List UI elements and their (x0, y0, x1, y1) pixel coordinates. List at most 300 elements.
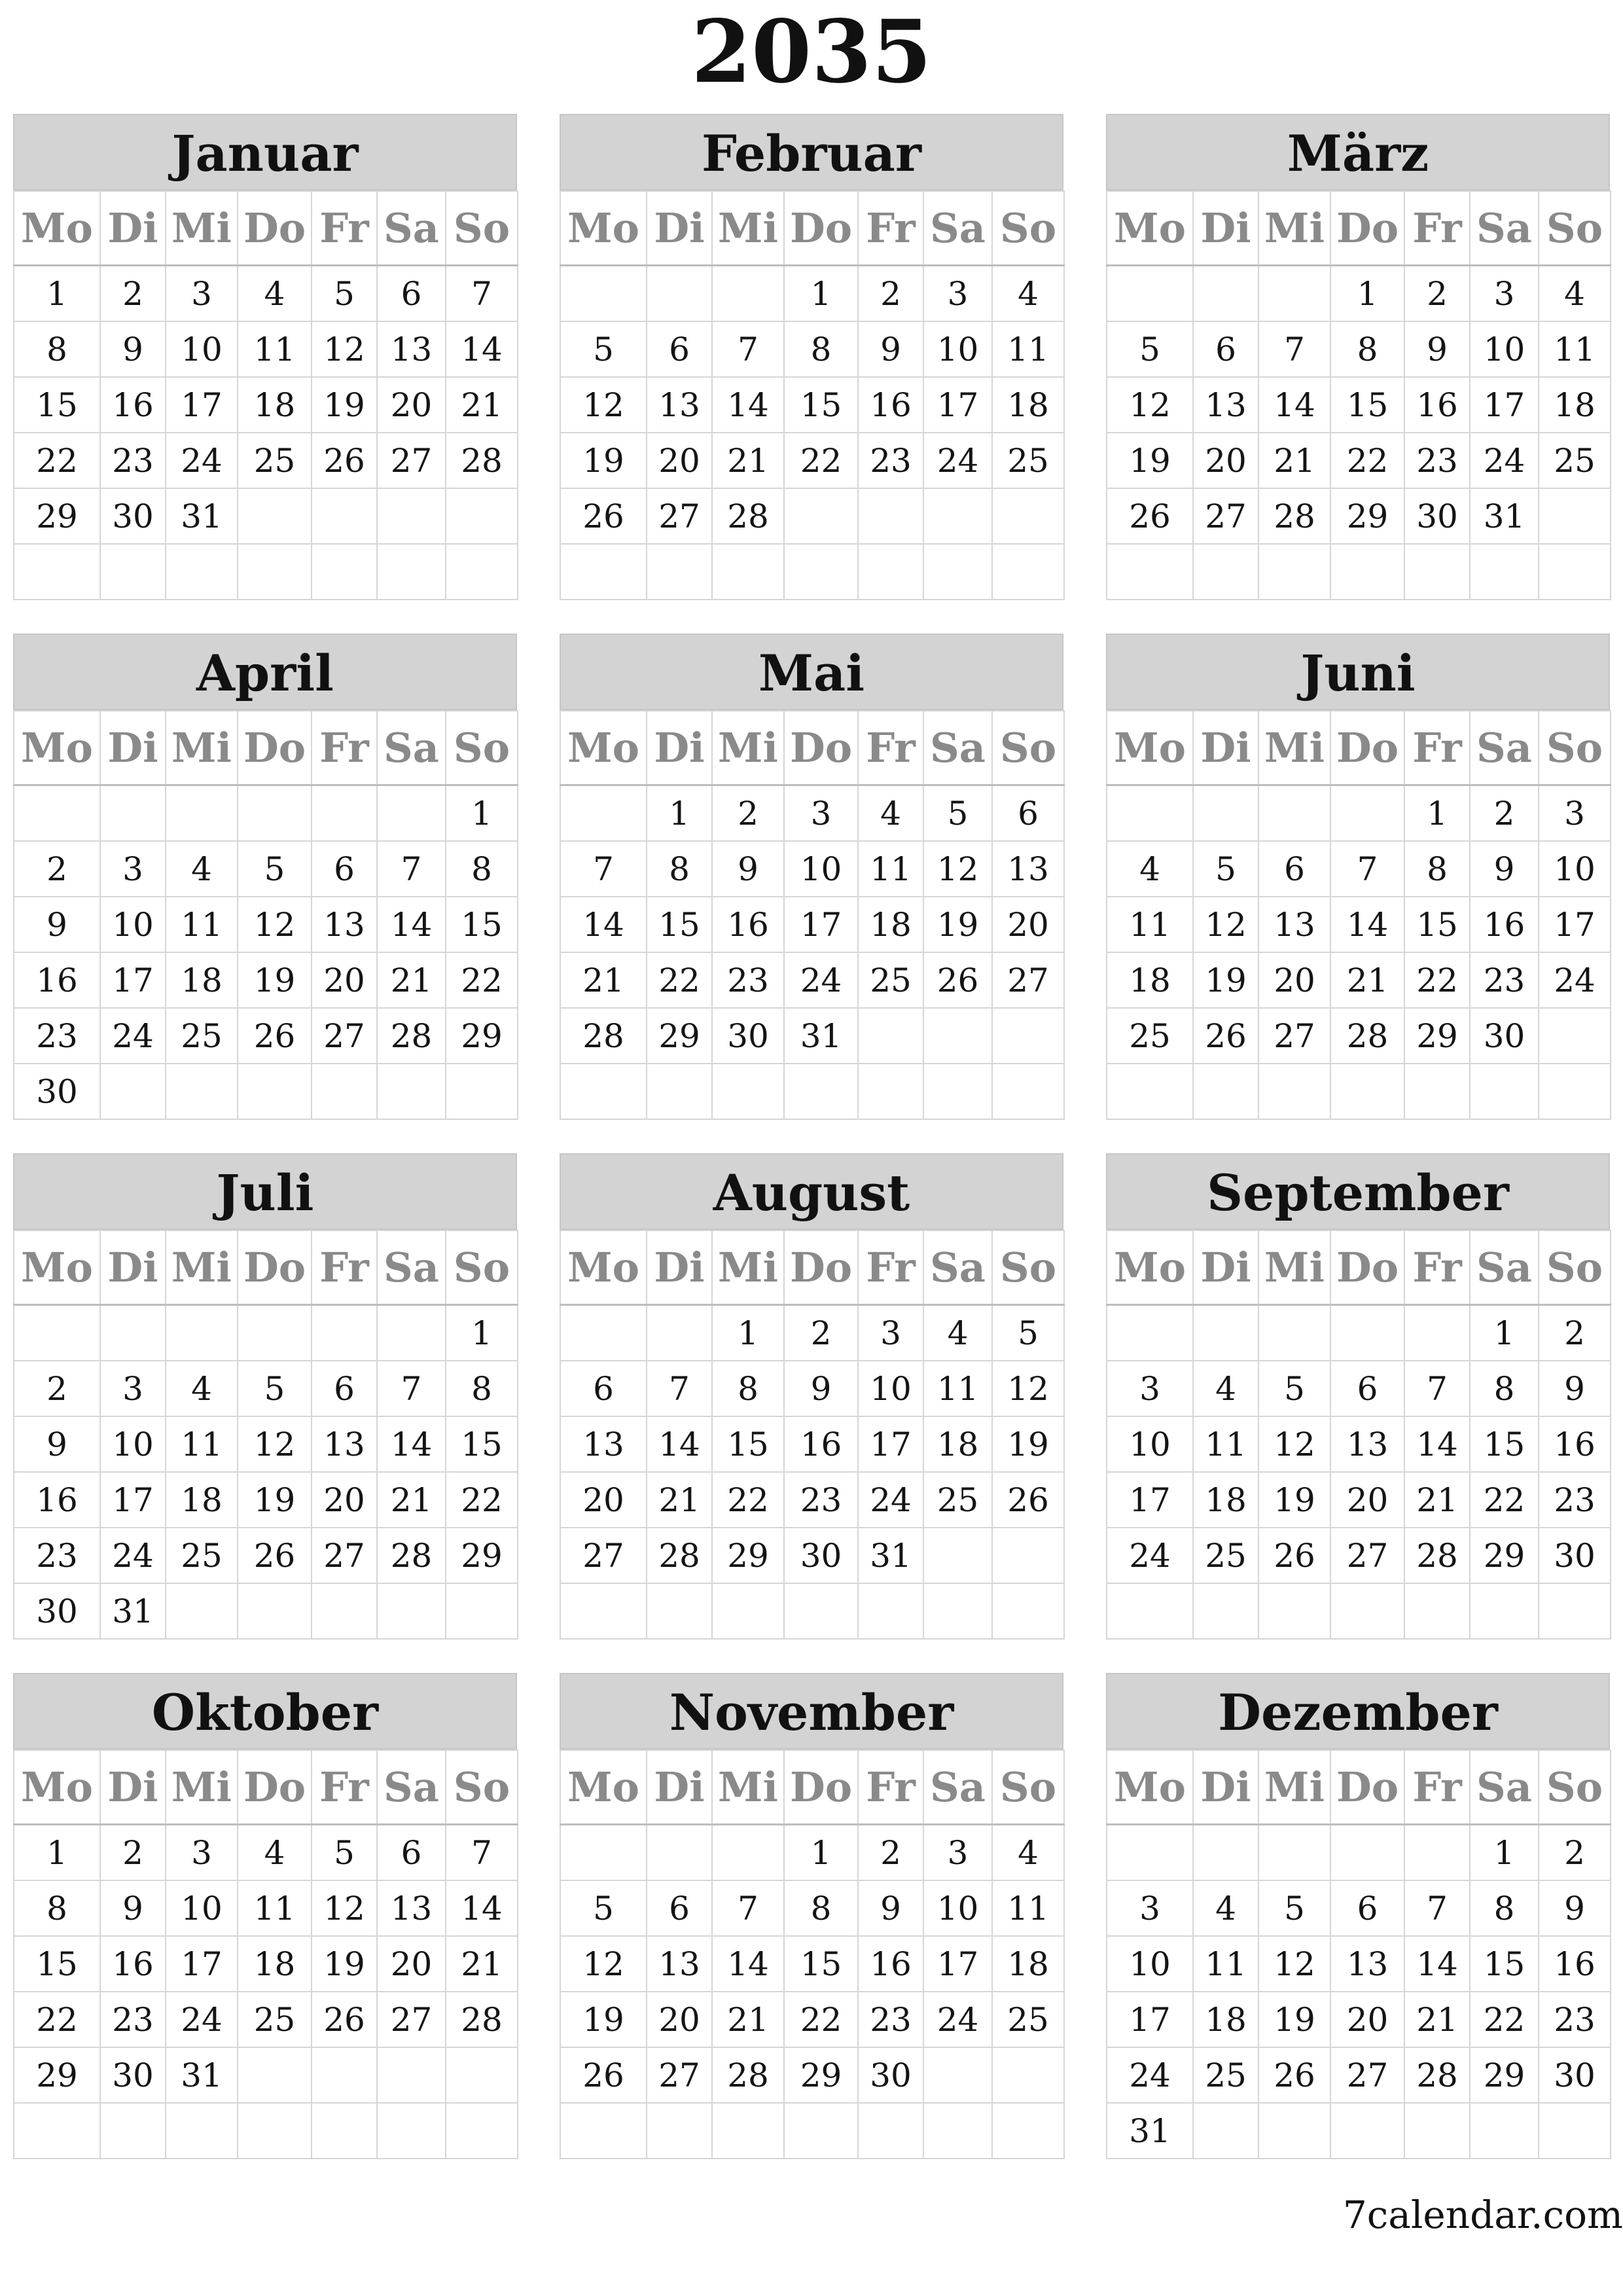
day-cell: 17 (1107, 1472, 1193, 1528)
day-cell: 4 (238, 266, 312, 322)
day-cell: 20 (377, 377, 446, 433)
day-cell: 9 (784, 1361, 858, 1416)
day-cell: 20 (312, 1472, 377, 1528)
day-cell: 28 (1330, 1008, 1404, 1064)
month-block (1106, 634, 1610, 1110)
weekday-header-row (1107, 1230, 1611, 1305)
day-cell (377, 544, 446, 600)
weekday-label: Do (784, 1230, 858, 1305)
day-cell (784, 1583, 858, 1639)
weekday-header-row (1107, 1750, 1611, 1825)
day-cell: 13 (377, 321, 446, 377)
weekday-label: Mo (14, 1750, 100, 1825)
weekday-label: Di (100, 711, 166, 785)
day-cell: 14 (712, 377, 784, 433)
day-cell (1193, 1305, 1258, 1361)
day-cell: 17 (166, 1936, 238, 1992)
day-cell: 25 (1539, 433, 1611, 488)
day-cell (1193, 266, 1258, 322)
weekday-label: Mi (712, 711, 784, 785)
day-cell: 14 (560, 897, 647, 952)
weekday-label: Mi (1258, 191, 1330, 266)
day-cell: 12 (312, 321, 377, 377)
day-cell (377, 1064, 446, 1119)
day-cell (1258, 1305, 1330, 1361)
day-cell: 21 (377, 1472, 446, 1528)
day-cell: 9 (1539, 1880, 1611, 1936)
day-cell: 4 (1193, 1880, 1258, 1936)
weekday-header-row (14, 711, 518, 785)
day-cell (858, 1008, 923, 1064)
day-cell (312, 1064, 377, 1119)
day-cell: 3 (166, 1825, 238, 1881)
day-cell (992, 1583, 1064, 1639)
day-cell: 10 (100, 897, 166, 952)
day-cell: 13 (1330, 1416, 1404, 1472)
day-cell: 25 (238, 1992, 312, 2047)
week-row (560, 1064, 1064, 1119)
day-cell: 16 (784, 1416, 858, 1472)
weekday-label: So (446, 1750, 518, 1825)
day-cell: 14 (446, 321, 518, 377)
week-row (1107, 544, 1611, 600)
weekday-label: Di (647, 711, 712, 785)
day-cell: 12 (1193, 897, 1258, 952)
day-cell: 7 (1330, 841, 1404, 897)
day-cell: 16 (858, 377, 923, 433)
day-cell: 20 (1193, 433, 1258, 488)
day-cell: 17 (784, 897, 858, 952)
day-cell (14, 544, 100, 600)
day-cell: 13 (312, 1416, 377, 1472)
weekday-label: Do (1330, 1750, 1404, 1825)
day-cell (1330, 1305, 1404, 1361)
day-cell: 10 (1107, 1416, 1193, 1472)
day-cell: 24 (1470, 433, 1539, 488)
day-cell: 14 (377, 1416, 446, 1472)
day-cell: 5 (238, 841, 312, 897)
day-cell: 5 (992, 1305, 1064, 1361)
day-cell (14, 2103, 100, 2159)
day-cell: 12 (923, 841, 992, 897)
week-row (14, 544, 518, 600)
week-row (560, 2103, 1064, 2159)
day-cell: 23 (712, 952, 784, 1008)
day-cell: 1 (446, 1305, 518, 1361)
day-cell: 3 (100, 1361, 166, 1416)
day-cell (712, 266, 784, 322)
day-cell: 1 (1404, 785, 1470, 842)
weekday-header-row (560, 191, 1064, 266)
weekday-label: Mi (1258, 1750, 1330, 1825)
day-cell: 23 (858, 433, 923, 488)
weekday-label: Fr (858, 711, 923, 785)
day-cell (1470, 2103, 1539, 2159)
day-cell: 12 (312, 1880, 377, 1936)
day-cell: 27 (377, 433, 446, 488)
weekday-header-row (14, 191, 518, 266)
weekday-label: Sa (377, 1750, 446, 1825)
weekday-label: Fr (312, 191, 377, 266)
month-day-grid (1106, 1749, 1611, 2159)
day-cell: 25 (238, 433, 312, 488)
day-cell: 10 (784, 841, 858, 897)
week-row (560, 1008, 1064, 1064)
day-cell: 17 (923, 1936, 992, 1992)
day-cell: 27 (647, 2047, 712, 2103)
weekday-label: Mo (1107, 1750, 1193, 1825)
day-cell: 3 (784, 785, 858, 842)
month-day-grid (560, 710, 1065, 1120)
day-cell: 30 (1404, 488, 1470, 544)
day-cell: 6 (1258, 841, 1330, 897)
day-cell: 2 (100, 266, 166, 322)
day-cell: 7 (560, 841, 647, 897)
weekday-label: Mi (166, 1750, 238, 1825)
weekday-label: Di (1193, 1230, 1258, 1305)
day-cell: 11 (923, 1361, 992, 1416)
day-cell: 26 (312, 1992, 377, 2047)
day-cell (784, 1064, 858, 1119)
day-cell (166, 2103, 238, 2159)
day-cell (1258, 1583, 1330, 1639)
day-cell: 21 (647, 1472, 712, 1528)
day-cell: 27 (312, 1008, 377, 1064)
day-cell (1258, 266, 1330, 322)
day-cell: 3 (100, 841, 166, 897)
day-cell: 20 (647, 1992, 712, 2047)
day-cell: 27 (1330, 1528, 1404, 1583)
day-cell: 31 (166, 488, 238, 544)
day-cell: 1 (784, 1825, 858, 1881)
weekday-label: So (1539, 711, 1611, 785)
week-row (14, 841, 518, 897)
weekday-label: Fr (312, 1750, 377, 1825)
day-cell (312, 2103, 377, 2159)
day-cell (166, 1305, 238, 1361)
day-cell: 15 (446, 897, 518, 952)
day-cell: 9 (100, 321, 166, 377)
day-cell (992, 488, 1064, 544)
day-cell: 16 (14, 1472, 100, 1528)
day-cell (446, 2047, 518, 2103)
day-cell: 13 (992, 841, 1064, 897)
day-cell: 30 (858, 2047, 923, 2103)
day-cell: 3 (1107, 1361, 1193, 1416)
day-cell: 6 (1193, 321, 1258, 377)
day-cell (1539, 488, 1611, 544)
day-cell: 14 (1258, 377, 1330, 433)
weekday-header-row (560, 1750, 1064, 1825)
day-cell: 20 (560, 1472, 647, 1528)
day-cell: 22 (712, 1472, 784, 1528)
weekday-label: So (992, 191, 1064, 266)
month-block (560, 1153, 1063, 1630)
day-cell: 31 (858, 1528, 923, 1583)
day-cell: 3 (166, 266, 238, 322)
weekday-label: Mo (14, 191, 100, 266)
day-cell: 16 (14, 952, 100, 1008)
day-cell: 16 (1404, 377, 1470, 433)
day-cell: 1 (1330, 266, 1404, 322)
month-name: September (1106, 1153, 1610, 1230)
day-cell: 22 (446, 952, 518, 1008)
week-row (560, 1416, 1064, 1472)
day-cell: 21 (446, 377, 518, 433)
day-cell: 22 (784, 433, 858, 488)
day-cell: 1 (14, 1825, 100, 1881)
day-cell: 22 (1470, 1472, 1539, 1528)
day-cell: 11 (166, 897, 238, 952)
day-cell: 12 (560, 1936, 647, 1992)
day-cell: 16 (858, 1936, 923, 1992)
day-cell: 28 (377, 1008, 446, 1064)
day-cell: 13 (647, 377, 712, 433)
day-cell: 4 (992, 1825, 1064, 1881)
day-cell: 9 (712, 841, 784, 897)
day-cell: 20 (1258, 952, 1330, 1008)
week-row (1107, 266, 1611, 322)
day-cell: 22 (1470, 1992, 1539, 2047)
day-cell: 16 (100, 1936, 166, 1992)
month-day-grid (560, 190, 1065, 600)
day-cell (1470, 1064, 1539, 1119)
day-cell (1539, 2103, 1611, 2159)
day-cell: 30 (712, 1008, 784, 1064)
weekday-label: Do (784, 1750, 858, 1825)
day-cell: 25 (992, 433, 1064, 488)
day-cell: 12 (560, 377, 647, 433)
day-cell: 6 (1330, 1361, 1404, 1416)
month-name: Dezember (1106, 1673, 1610, 1749)
day-cell: 29 (14, 488, 100, 544)
day-cell: 3 (1470, 266, 1539, 322)
day-cell: 22 (14, 1992, 100, 2047)
week-row (14, 1416, 518, 1472)
day-cell: 26 (1107, 488, 1193, 544)
weekday-label: Di (1193, 191, 1258, 266)
day-cell: 7 (1404, 1880, 1470, 1936)
week-row (1107, 952, 1611, 1008)
week-row (14, 1992, 518, 2047)
day-cell: 8 (647, 841, 712, 897)
day-cell: 13 (560, 1416, 647, 1472)
weekday-label: Di (100, 1230, 166, 1305)
day-cell: 20 (312, 952, 377, 1008)
day-cell: 18 (1193, 1472, 1258, 1528)
day-cell: 1 (1470, 1305, 1539, 1361)
day-cell: 2 (1404, 266, 1470, 322)
weekday-label: Fr (1404, 711, 1470, 785)
day-cell: 20 (1330, 1992, 1404, 2047)
day-cell (1330, 1064, 1404, 1119)
day-cell: 24 (923, 433, 992, 488)
week-row (560, 1992, 1064, 2047)
weekday-label: So (1539, 1230, 1611, 1305)
day-cell (312, 1305, 377, 1361)
day-cell: 14 (712, 1936, 784, 1992)
day-cell: 6 (647, 321, 712, 377)
day-cell: 11 (992, 1880, 1064, 1936)
day-cell: 13 (377, 1880, 446, 1936)
day-cell: 10 (923, 321, 992, 377)
day-cell (784, 488, 858, 544)
day-cell: 28 (1404, 2047, 1470, 2103)
week-row (560, 785, 1064, 842)
day-cell: 15 (14, 1936, 100, 1992)
day-cell: 30 (1539, 1528, 1611, 1583)
weekday-label: Mi (166, 711, 238, 785)
day-cell: 2 (1539, 1305, 1611, 1361)
week-row (14, 952, 518, 1008)
weekday-label: Sa (1470, 1230, 1539, 1305)
day-cell: 19 (923, 897, 992, 952)
weekday-label: So (1539, 1750, 1611, 1825)
day-cell (1258, 2103, 1330, 2159)
day-cell: 2 (858, 1825, 923, 1881)
day-cell (446, 1064, 518, 1119)
week-row (1107, 1472, 1611, 1528)
day-cell: 27 (1258, 1008, 1330, 1064)
day-cell: 20 (377, 1936, 446, 1992)
weekday-label: Do (238, 1230, 312, 1305)
day-cell: 2 (100, 1825, 166, 1881)
day-cell: 24 (1107, 1528, 1193, 1583)
week-row (14, 488, 518, 544)
day-cell: 9 (14, 897, 100, 952)
day-cell: 24 (100, 1528, 166, 1583)
day-cell: 15 (712, 1416, 784, 1472)
day-cell: 2 (14, 841, 100, 897)
day-cell: 19 (560, 1992, 647, 2047)
weekday-header-row (560, 1230, 1064, 1305)
month-day-grid (13, 1749, 518, 2159)
day-cell: 29 (14, 2047, 100, 2103)
day-cell: 19 (1193, 952, 1258, 1008)
weekday-label: Mi (166, 1230, 238, 1305)
day-cell: 9 (1404, 321, 1470, 377)
month-block (13, 1153, 517, 1630)
day-cell: 19 (238, 1472, 312, 1528)
day-cell: 11 (166, 1416, 238, 1472)
day-cell (377, 1305, 446, 1361)
day-cell: 26 (1258, 2047, 1330, 2103)
day-cell (923, 2103, 992, 2159)
day-cell (1193, 1064, 1258, 1119)
day-cell: 16 (1539, 1936, 1611, 1992)
day-cell: 18 (858, 897, 923, 952)
week-row (1107, 2047, 1611, 2103)
day-cell: 10 (100, 1416, 166, 1472)
month-name: März (1106, 114, 1610, 190)
weekday-label: So (992, 711, 1064, 785)
day-cell (166, 785, 238, 842)
day-cell (560, 785, 647, 842)
weekday-label: Mi (712, 1750, 784, 1825)
day-cell: 7 (1404, 1361, 1470, 1416)
day-cell: 25 (992, 1992, 1064, 2047)
day-cell: 30 (1539, 2047, 1611, 2103)
day-cell (14, 1305, 100, 1361)
day-cell: 14 (647, 1416, 712, 1472)
day-cell (100, 544, 166, 600)
day-cell (1539, 1064, 1611, 1119)
weekday-label: Do (784, 191, 858, 266)
day-cell: 14 (1404, 1936, 1470, 1992)
day-cell (647, 1064, 712, 1119)
day-cell: 8 (784, 321, 858, 377)
day-cell: 22 (647, 952, 712, 1008)
month-day-grid (560, 1749, 1065, 2159)
day-cell: 2 (784, 1305, 858, 1361)
week-row (14, 2047, 518, 2103)
day-cell (446, 2103, 518, 2159)
day-cell: 13 (1193, 377, 1258, 433)
day-cell: 18 (238, 377, 312, 433)
week-row (560, 1583, 1064, 1639)
weekday-label: Do (238, 1750, 312, 1825)
day-cell: 9 (100, 1880, 166, 1936)
day-cell: 18 (1193, 1992, 1258, 2047)
week-row (1107, 1008, 1611, 1064)
weekday-label: Sa (923, 1230, 992, 1305)
day-cell: 15 (14, 377, 100, 433)
week-row (1107, 488, 1611, 544)
day-cell: 17 (923, 377, 992, 433)
day-cell: 15 (1404, 897, 1470, 952)
day-cell: 29 (647, 1008, 712, 1064)
week-row (560, 488, 1064, 544)
day-cell: 14 (377, 897, 446, 952)
day-cell: 26 (992, 1472, 1064, 1528)
day-cell: 17 (166, 377, 238, 433)
day-cell (446, 1583, 518, 1639)
day-cell: 6 (560, 1361, 647, 1416)
weekday-label: Fr (312, 711, 377, 785)
weekday-label: Fr (312, 1230, 377, 1305)
day-cell: 1 (647, 785, 712, 842)
day-cell: 25 (1193, 1528, 1258, 1583)
day-cell (858, 2103, 923, 2159)
day-cell: 19 (992, 1416, 1064, 1472)
day-cell: 25 (923, 1472, 992, 1528)
day-cell (377, 488, 446, 544)
weekday-label: Sa (377, 191, 446, 266)
day-cell: 21 (1330, 952, 1404, 1008)
day-cell: 7 (1258, 321, 1330, 377)
day-cell: 11 (858, 841, 923, 897)
day-cell: 12 (1258, 1936, 1330, 1992)
day-cell (1330, 1583, 1404, 1639)
day-cell: 10 (923, 1880, 992, 1936)
day-cell (166, 1583, 238, 1639)
day-cell (1404, 1825, 1470, 1881)
day-cell (312, 488, 377, 544)
day-cell: 25 (1107, 1008, 1193, 1064)
day-cell: 18 (238, 1936, 312, 1992)
week-row (560, 266, 1064, 322)
day-cell: 6 (1330, 1880, 1404, 1936)
day-cell: 19 (238, 952, 312, 1008)
day-cell: 18 (992, 377, 1064, 433)
day-cell: 22 (14, 433, 100, 488)
day-cell: 27 (647, 488, 712, 544)
day-cell (446, 488, 518, 544)
day-cell (1107, 785, 1193, 842)
day-cell (377, 2103, 446, 2159)
month-name: Oktober (13, 1673, 517, 1749)
day-cell: 19 (312, 1936, 377, 1992)
